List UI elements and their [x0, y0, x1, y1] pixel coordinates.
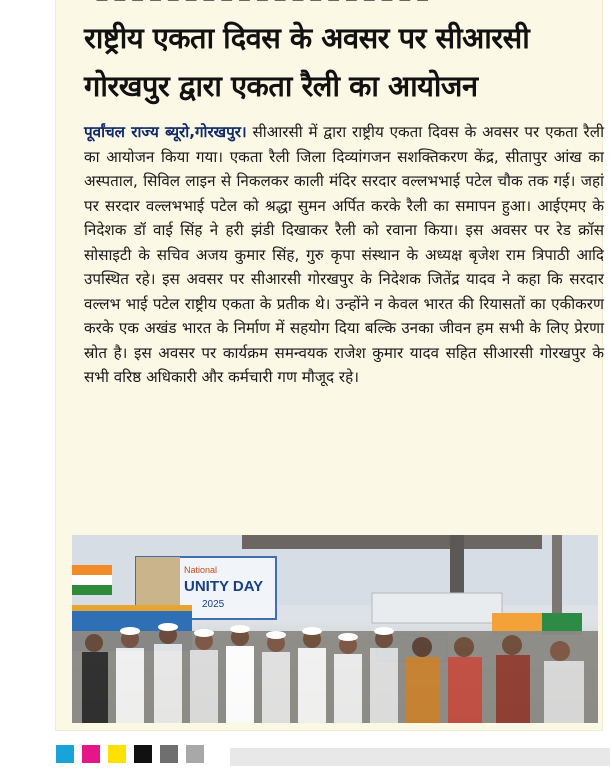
light-grey-swatch: [186, 745, 204, 763]
cut-off-previous-text: — — — — — — — — — — — — — — — — — — —: [96, 0, 430, 7]
footer-bar: [230, 748, 610, 766]
registration-marks: [56, 745, 204, 767]
cyan-swatch: [56, 745, 74, 763]
article-body: [84, 120, 604, 390]
article-text: सीआरसी में द्वारा राष्ट्रीय एकता दिवस के अवसर पर एकता रैली का आयोजन किया गया। एकता रैली जिला दिव्यांगजन सशक्तिकरण केंद्र, सीतापुर आंख का अस्पताल, सिविल लाइन से निकलकर काली मंदिर सरदार वल्लभभाई पटेल चौक तक गई। जहां पर सरदार वल्लभभाई पटेल को श्रद्धा सुमन अर्पित करके रैली का समापन हुआ। आईएमए के निदेशक डॉ वाई सिंह ने हरी झंडी दिखाकर रैली को रवाना किया। इस अवसर पर रेड क्रॉस सोसाइटी के सचिव अजय कुमार सिंह, गुरु कृपा संस्थान के अध्यक्ष बृजेश राम त्रिपाठी आदि उपस्थित रहे। इस अवसर पर सीआरसी गोरखपुर के निदेशक जितेंद्र यादव ने कहा कि सरदार वल्लभ भाई पटेल राष्ट्रीय एकता के प्रतीक थे। उन्होंने न केवल भारत की रियासतों का एकीकरण करके एक अखंड भारत के निर्माण में सहयोग दिया बल्कि उनका जीवन हम सभी के लिए प्रेरणा स्रोत है। इस अवसर पर कार्यक्रम समन्वयक राजेश कुमार यादव सहित सीआरसी गोरखपुर के सभी वरिष्ठ अधिकारी और कर्मचारी गण मौजूद रहे।: [84, 123, 605, 386]
rally-photo-illustration: [72, 535, 598, 723]
dark-grey-swatch: [160, 745, 178, 763]
news-clipping: [56, 0, 605, 730]
byline: पूर्वांचल राज्य ब्यूरो,गोरखपुर।: [84, 123, 247, 141]
headline: राष्ट्रीय एकता दिवस के अवसर पर सीआरसी गोरखपुर द्वारा एकता रैली का आयोजन: [84, 21, 530, 103]
yellow-swatch: [108, 745, 126, 763]
banner-line-2: UNITY DAY: [184, 578, 264, 595]
rally-photo: [72, 535, 598, 723]
banner-line-3: 2025: [202, 599, 225, 610]
black-swatch: [134, 745, 152, 763]
banner-line-1: National: [184, 565, 218, 575]
magenta-swatch: [82, 745, 100, 763]
